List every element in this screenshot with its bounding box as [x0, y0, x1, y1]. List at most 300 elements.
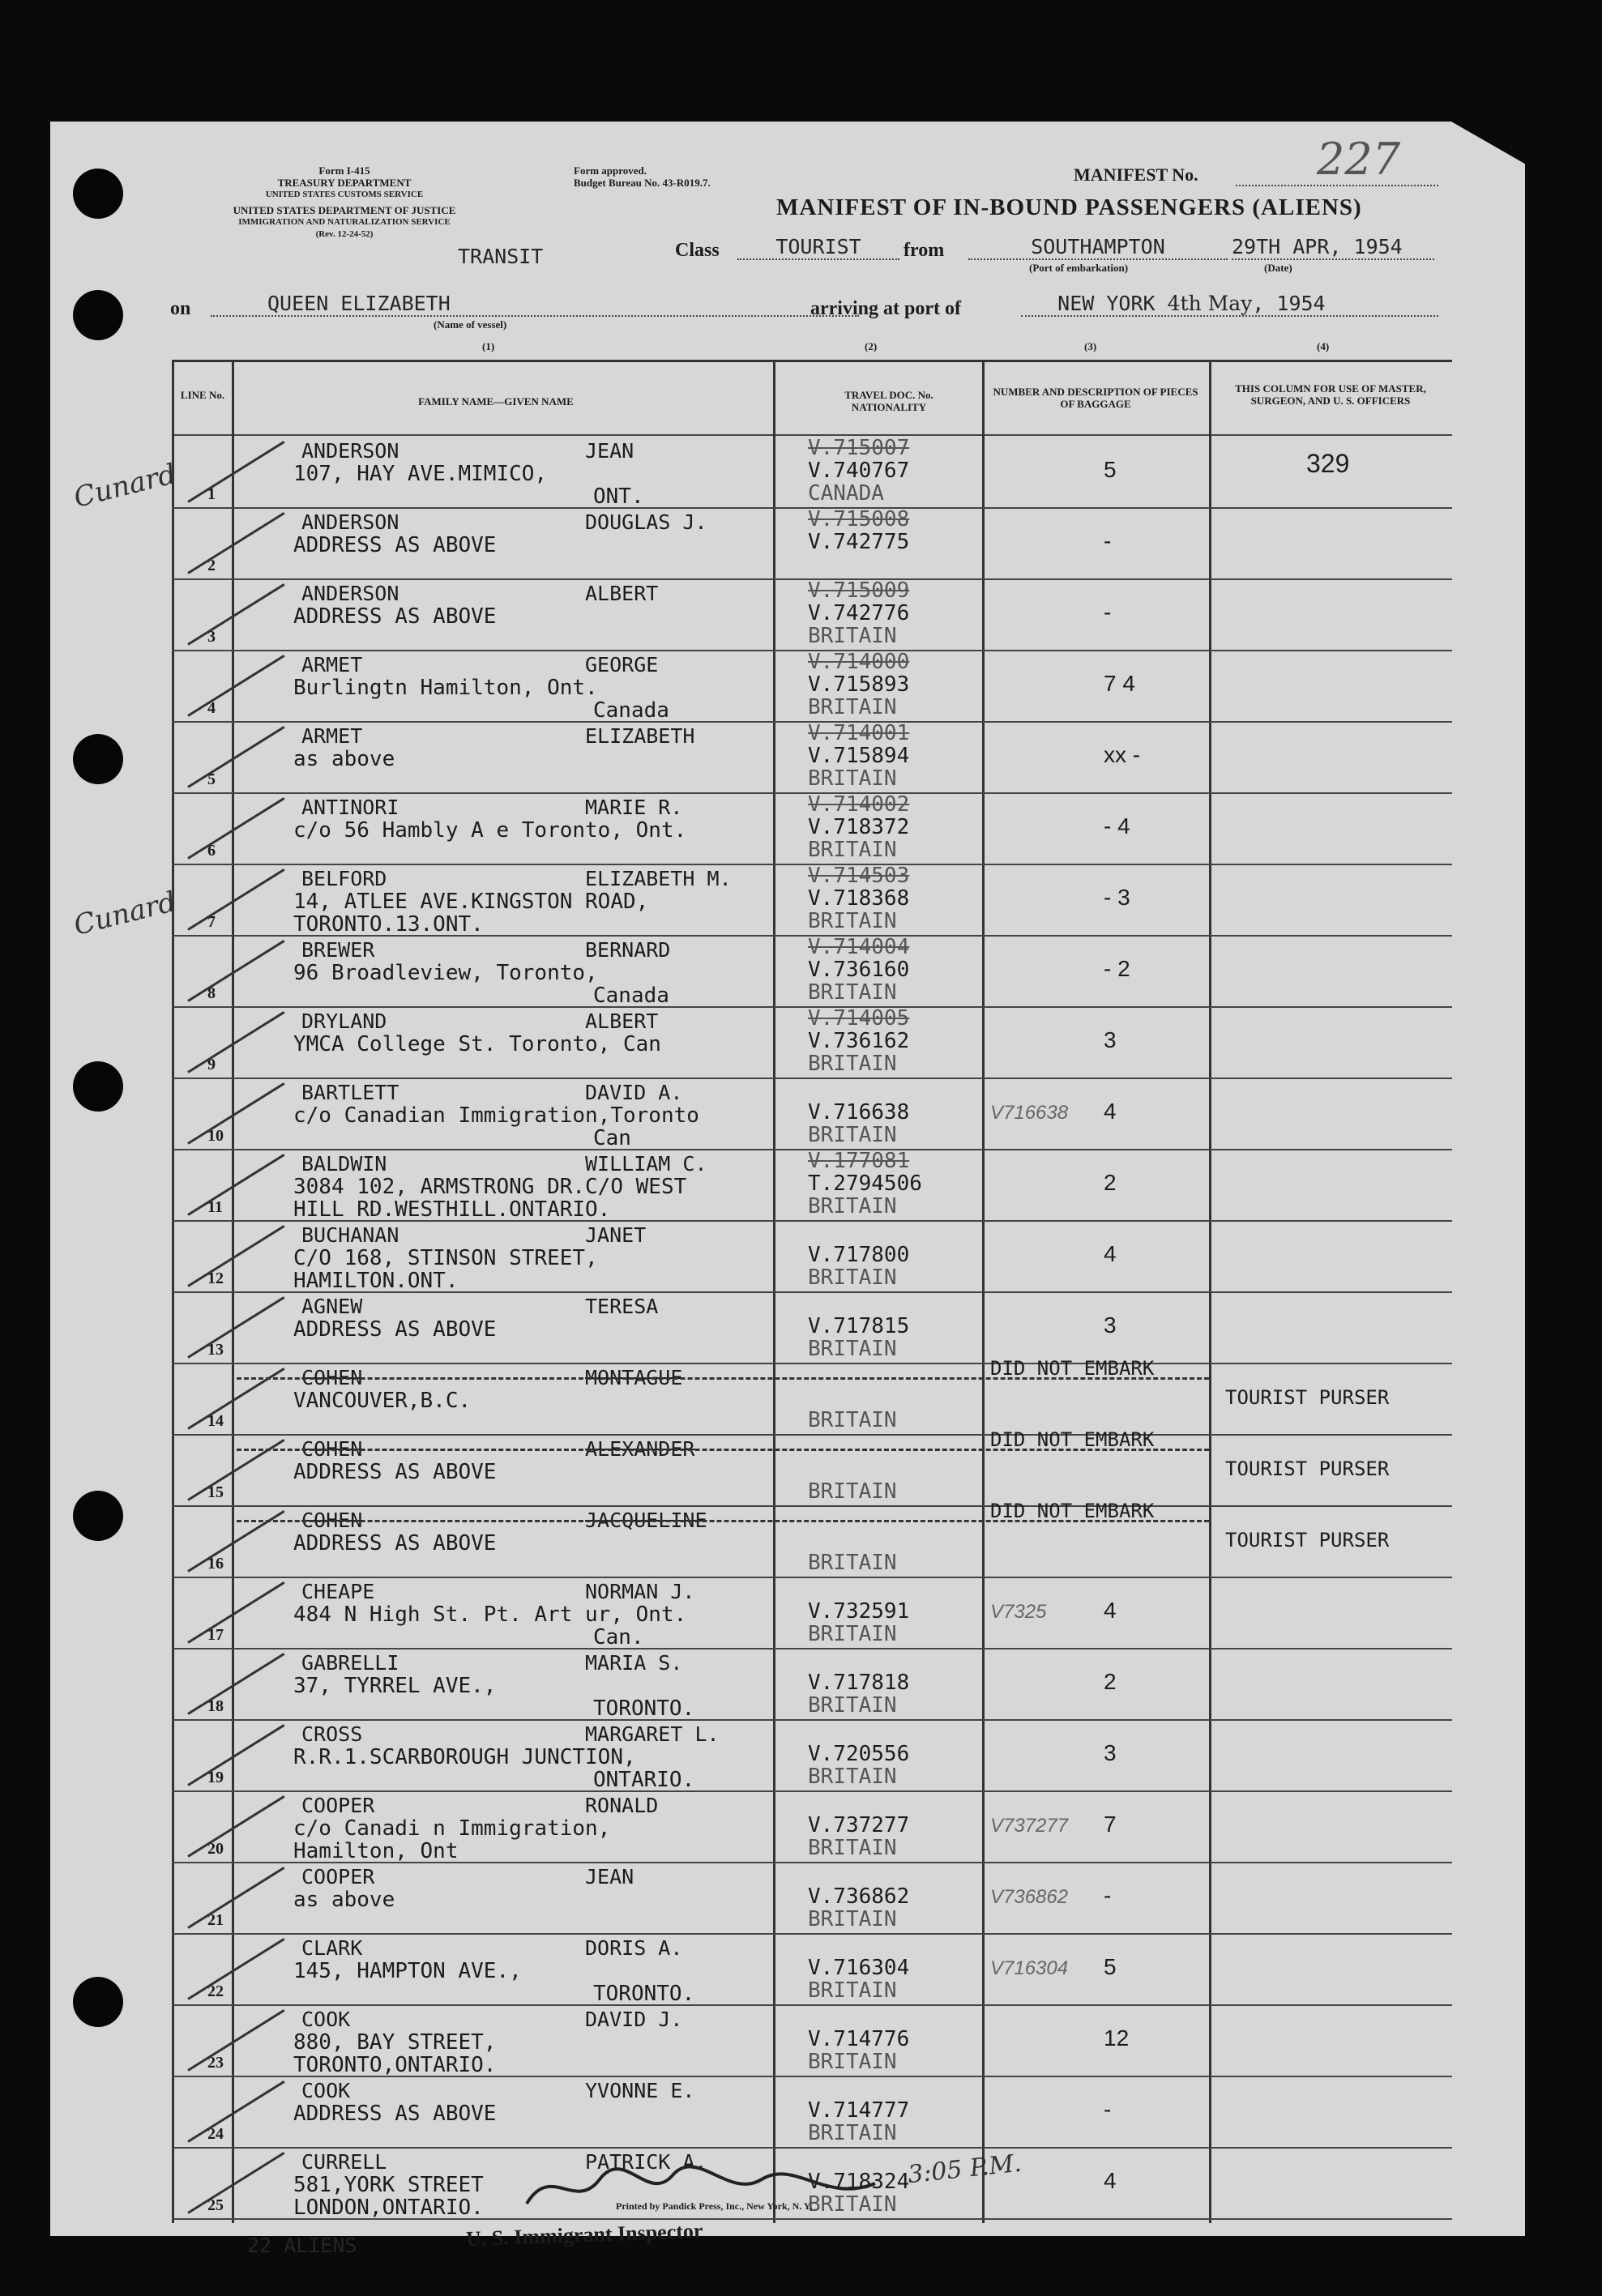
address-line: 145, HAMPTON AVE.,: [293, 1959, 522, 1983]
table-row: [172, 1578, 1452, 1649]
travel-doc-old: V.715007: [808, 436, 910, 460]
table-row: [172, 580, 1452, 651]
col-baggage: NUMBER AND DESCRIPTION OF PIECES OF BAGGAGE: [993, 386, 1198, 410]
inspector-label: U. S. Immigrant Inspector: [465, 2218, 703, 2251]
table-row: [172, 1792, 1452, 1863]
address-line: Canada: [593, 984, 669, 1008]
table-row: [172, 1649, 1452, 1721]
given-name: DORIS A.: [585, 1936, 683, 1960]
travel-doc-number: T.2794506: [808, 1171, 922, 1196]
given-name: JEAN: [585, 1865, 634, 1888]
family-name: BARTLETT: [301, 1081, 399, 1104]
given-name: WILLIAM C.: [585, 1152, 707, 1176]
budget-bureau-no: Budget Bureau No. 43-R019.7.: [574, 177, 711, 189]
line-number: 22: [207, 1982, 224, 2000]
address-line: Can.: [593, 1625, 644, 1649]
given-name: ALEXANDER: [585, 1437, 695, 1461]
address-line: TORONTO.: [593, 1982, 695, 2006]
checkmark: [187, 2080, 284, 2143]
given-name: ELIZABETH M.: [585, 867, 732, 890]
table-row: [172, 1357, 1452, 1436]
baggage-count: -: [1104, 2097, 1112, 2122]
travel-doc-annotation: V716638: [990, 1102, 1069, 1124]
embark-year: 1954: [1353, 235, 1403, 258]
form-header-left: [174, 164, 515, 241]
line-number: 19: [207, 1769, 224, 1786]
line-number: 23: [207, 2054, 224, 2072]
address-line: 880, BAY STREET,: [293, 2030, 497, 2055]
travel-doc-number: V.716638: [808, 1100, 910, 1125]
address-line: ONTARIO.: [593, 1768, 695, 1792]
punch-hole: [73, 290, 123, 340]
family-name: BUCHANAN: [301, 1223, 399, 1247]
nationality: BRITAIN: [808, 695, 897, 719]
travel-doc-number: V.715893: [808, 672, 910, 697]
travel-doc-number: V.736862: [808, 1884, 910, 1909]
nationality: BRITAIN: [808, 1265, 897, 1290]
address-line: ADDRESS AS ABOVE: [293, 604, 497, 629]
checkmark: [187, 1938, 284, 2000]
address-line: Canada: [593, 698, 669, 723]
table-row: [172, 1863, 1452, 1935]
baggage-count: 2: [1104, 1170, 1117, 1195]
baggage-count: 2: [1104, 1669, 1117, 1694]
travel-doc-old: V.715009: [808, 578, 910, 603]
address-line: c/o Canadian Immigration,Toronto: [293, 1103, 699, 1128]
address-line: C/O 168, STINSON STREET,: [293, 1246, 598, 1270]
checkmark: [187, 512, 284, 574]
col-name: FAMILY NAME—GIVEN NAME: [418, 395, 574, 408]
address-line: HAMILTON.ONT.: [293, 1269, 459, 1293]
family-name: ANDERSON: [301, 439, 399, 463]
line-number: 14: [207, 1412, 224, 1430]
checkmark: [187, 1225, 284, 1287]
manifest-title: MANIFEST OF IN-BOUND PASSENGERS (ALIENS): [776, 194, 1362, 220]
baggage-count: - 2: [1104, 956, 1130, 981]
from-label: from: [904, 240, 945, 261]
margin-note-cunard: Cunard: [70, 458, 180, 514]
family-name: ARMET: [301, 724, 363, 748]
baggage-count: 7: [1104, 1812, 1117, 1837]
did-not-embark: DID NOT EMBARK: [990, 1428, 1155, 1451]
given-name: ALBERT: [585, 582, 659, 605]
nationality: BRITAIN: [808, 1194, 897, 1218]
customs-service: UNITED STATES CUSTOMS SERVICE: [265, 190, 424, 199]
transit-label: TRANSIT: [458, 245, 544, 268]
address-line: TORONTO.: [593, 1696, 695, 1721]
family-name: CROSS: [301, 1722, 363, 1746]
nationality: BRITAIN: [808, 1765, 897, 1789]
line-number: 6: [207, 842, 216, 860]
baggage-count: 5: [1104, 457, 1117, 482]
address-line: ADDRESS AS ABOVE: [293, 2102, 497, 2126]
nationality: BRITAIN: [808, 1693, 897, 1718]
address-line: ONT.: [593, 484, 644, 509]
address-line: YMCA College St. Toronto, Can: [293, 1032, 661, 1056]
line-number: 12: [207, 1270, 224, 1287]
nationality: BRITAIN: [808, 1836, 897, 1860]
travel-doc-number: V.718324: [808, 2170, 910, 2194]
manifest-no-label: MANIFEST No.: [1074, 164, 1198, 185]
given-name: RONALD: [585, 1794, 659, 1817]
line-number: 1: [207, 485, 216, 503]
travel-doc-number: V.740767: [808, 459, 910, 483]
family-name: ARMET: [301, 653, 363, 676]
nationality: BRITAIN: [808, 1551, 897, 1575]
line-number: 4: [207, 699, 216, 717]
manifest-no-line: [1236, 185, 1438, 186]
checkmark: [187, 726, 284, 788]
arrival-year: 1954: [1276, 292, 1326, 315]
nationality: BRITAIN: [808, 1622, 897, 1646]
travel-doc-number: V.736162: [808, 1029, 910, 1053]
table-row: [172, 1150, 1452, 1222]
col-officers: THIS COLUMN FOR USE OF MASTER, SURGEON, AND U. S. OFFICERS: [1235, 382, 1426, 407]
page-number: 227: [1317, 134, 1401, 185]
line-number: 25: [207, 2196, 224, 2214]
table-row: [172, 2077, 1452, 2149]
given-name: MARIA S.: [585, 1651, 683, 1675]
travel-doc-old: V.714000: [808, 650, 910, 674]
travel-doc-old: V.177081: [808, 1149, 910, 1173]
address-line: 581,YORK STREET: [293, 2173, 484, 2197]
checkmark: [187, 1082, 284, 1145]
table-row: [172, 1428, 1452, 1507]
travel-doc-number: V.742776: [808, 601, 910, 625]
given-name: DAVID A.: [585, 1081, 683, 1104]
arriving-label: arriving at port of: [810, 298, 961, 319]
table-row: [172, 2006, 1452, 2077]
baggage-count: 4: [1104, 2168, 1117, 2193]
travel-doc-annotation: V7325: [990, 1601, 1047, 1623]
given-name: GEORGE: [585, 653, 659, 676]
family-name: CLARK: [301, 1936, 363, 1960]
checkmark: [187, 583, 284, 646]
form-approved: Form approved.: [574, 164, 647, 177]
family-name: CURRELL: [301, 2150, 387, 2174]
line-number: 16: [207, 1555, 224, 1573]
baggage-count: -: [1104, 600, 1112, 625]
table-row: [172, 651, 1452, 723]
line-number: 15: [207, 1483, 224, 1501]
col-number-1: (1): [482, 340, 495, 352]
address-line: as above: [293, 1888, 395, 1912]
nationality: BRITAIN: [808, 624, 897, 648]
form-number: Form I-415: [318, 164, 370, 177]
family-name: COOK: [301, 2079, 351, 2102]
family-name: CHEAPE: [301, 1580, 375, 1603]
nationality: BRITAIN: [808, 2192, 897, 2217]
nationality: BRITAIN: [808, 2050, 897, 2074]
checkmark: [187, 1154, 284, 1216]
table-row: [172, 865, 1452, 937]
punch-hole: [73, 169, 123, 219]
baggage-count: 12: [1104, 2025, 1130, 2051]
address-line: TORONTO.13.ONT.: [293, 912, 484, 937]
address-line: 107, HAY AVE.MIMICO,: [293, 462, 548, 486]
justice-department: UNITED STATES DEPARTMENT OF JUSTICE: [233, 204, 456, 216]
line-number: 2: [207, 557, 216, 574]
line-number: 20: [207, 1840, 224, 1858]
checkmark: [187, 1011, 284, 1073]
address-line: LONDON,ONTARIO.: [293, 2196, 484, 2220]
arrival-port-date: NEW YORK 4th May, 1954: [1021, 292, 1438, 317]
address-line: Burlingtn Hamilton, Ont.: [293, 676, 598, 700]
arrival-date: 4th May: [1167, 292, 1253, 315]
line-number: 17: [207, 1626, 224, 1644]
checkmark: [187, 1653, 284, 1715]
revision-date: (Rev. 12-24-52): [315, 229, 374, 239]
given-name: MARGARET L.: [585, 1722, 720, 1746]
date-caption: (Date): [1264, 262, 1292, 274]
punch-hole: [73, 1061, 123, 1112]
family-name: COOPER: [301, 1865, 375, 1888]
family-name: ANTINORI: [301, 796, 399, 819]
travel-doc-number: V.714777: [808, 2098, 910, 2123]
baggage-count: 3: [1104, 1740, 1117, 1765]
family-name: COHEN: [301, 1509, 363, 1532]
tourist-purser: TOURIST PURSER: [1225, 1529, 1390, 1551]
margin-note-cunard: Cunard: [70, 886, 180, 942]
address-line: c/o 56 Hambly A e Toronto, Ont.: [293, 818, 687, 843]
checkmark: [187, 797, 284, 860]
tourist-purser: TOURIST PURSER: [1225, 1457, 1390, 1480]
given-name: YVONNE E.: [585, 2079, 695, 2102]
travel-doc-number: V.717818: [808, 1671, 910, 1695]
travel-doc-number: V.737277: [808, 1813, 910, 1837]
family-name: AGNEW: [301, 1295, 363, 1318]
checkmark: [187, 1581, 284, 1644]
travel-doc-number: V.715894: [808, 744, 910, 768]
travel-doc-old: V.715008: [808, 507, 910, 531]
punch-hole: [73, 1491, 123, 1541]
line-number: 11: [207, 1198, 223, 1216]
col-number-4: (4): [1317, 340, 1330, 352]
embark-date-text: 29TH APR: [1232, 235, 1330, 258]
line-number: 10: [207, 1127, 224, 1145]
table-row: [172, 1500, 1452, 1578]
given-name: DOUGLAS J.: [585, 510, 707, 534]
family-name: COHEN: [301, 1437, 363, 1461]
address-line: VANCOUVER,B.C.: [293, 1389, 472, 1413]
baggage-count: - 3: [1104, 885, 1130, 910]
address-line: ADDRESS AS ABOVE: [293, 1317, 497, 1342]
address-line: R.R.1.SCARBOROUGH JUNCTION,: [293, 1745, 636, 1769]
address-line: as above: [293, 747, 395, 771]
line-number: 9: [207, 1056, 216, 1073]
embark-date: 29TH APR, 1954: [1232, 235, 1434, 260]
aliens-count: 22 ALIENS: [247, 2234, 357, 2257]
baggage-count: 4: [1104, 1241, 1117, 1266]
baggage-count: xx -: [1104, 742, 1141, 767]
travel-doc-old: V.714005: [808, 1006, 910, 1031]
given-name: ALBERT: [585, 1009, 659, 1033]
nationality: BRITAIN: [808, 1408, 897, 1432]
table-row: [172, 1935, 1452, 2006]
family-name: COOPER: [301, 1794, 375, 1817]
embark-port: SOUTHAMPTON: [968, 235, 1228, 260]
given-name: MONTAGUE: [585, 1366, 683, 1389]
travel-doc-number: V.717800: [808, 1243, 910, 1267]
address-line: HILL RD.WESTHILL.ONTARIO.: [293, 1197, 611, 1222]
inspector-signature: [519, 2155, 891, 2220]
checkmark: [187, 868, 284, 931]
vessel-name: QUEEN ELIZABETH: [211, 292, 859, 317]
family-name: ANDERSON: [301, 582, 399, 605]
travel-doc-number: V.742775: [808, 530, 910, 554]
travel-doc-annotation: V716304: [990, 1957, 1069, 1979]
baggage-count: -: [1104, 1883, 1112, 1908]
table-row: [172, 1079, 1452, 1150]
did-not-embark: DID NOT EMBARK: [990, 1500, 1155, 1522]
nationality: BRITAIN: [808, 1978, 897, 2003]
travel-doc-number: V.732591: [808, 1599, 910, 1624]
line-number: 5: [207, 770, 216, 788]
travel-doc-number: V.718368: [808, 886, 910, 911]
address-line: Can: [593, 1126, 631, 1150]
baggage-count: - 4: [1104, 813, 1130, 839]
col-travel-doc: TRAVEL DOC. No. NATIONALITY: [844, 389, 933, 413]
given-name: JACQUELINE: [585, 1509, 707, 1532]
baggage-count: 7 4: [1104, 671, 1135, 696]
baggage-count: 4: [1104, 1598, 1117, 1623]
travel-doc-number: V.736160: [808, 958, 910, 982]
line-number: 7: [207, 913, 216, 931]
table-row: [172, 1293, 1452, 1364]
nationality: BRITAIN: [808, 1479, 897, 1504]
class-value: TOURIST: [737, 235, 899, 260]
travel-doc-old: V.714004: [808, 935, 910, 959]
col-line-no: LINE No.: [180, 389, 225, 401]
travel-doc-old: V.714001: [808, 721, 910, 745]
family-name: COOK: [301, 2008, 351, 2031]
family-name: ANDERSON: [301, 510, 399, 534]
col-number-3: (3): [1084, 340, 1097, 352]
nationality: BRITAIN: [808, 980, 897, 1005]
nationality: BRITAIN: [808, 766, 897, 791]
nationality: BRITAIN: [808, 909, 897, 933]
punch-hole: [73, 1977, 123, 2027]
col-number-2: (2): [865, 340, 878, 352]
family-name: BELFORD: [301, 867, 387, 890]
address-line: 14, ATLEE AVE.KINGSTON ROAD,: [293, 890, 649, 914]
line-number: 18: [207, 1697, 224, 1715]
table-row: [172, 1721, 1452, 1792]
table-row: [172, 509, 1452, 580]
travel-doc-number: V.716304: [808, 1956, 910, 1980]
did-not-embark: DID NOT EMBARK: [990, 1357, 1155, 1380]
line-number: 24: [207, 2125, 224, 2143]
given-name: ELIZABETH: [585, 724, 695, 748]
travel-doc-number: V.720556: [808, 1742, 910, 1766]
nationality: BRITAIN: [808, 1123, 897, 1147]
table-row: [172, 1222, 1452, 1293]
family-name: GABRELLI: [301, 1651, 399, 1675]
address-line: 484 N High St. Pt. Art ur, Ont.: [293, 1603, 687, 1627]
family-name: COHEN: [301, 1366, 363, 1389]
baggage-count: 4: [1104, 1099, 1117, 1124]
printer-credit: Printed by Pandick Press, Inc., New York, N. Y.: [616, 2200, 813, 2212]
table-row: [172, 1008, 1452, 1079]
travel-doc-annotation: V737277: [990, 1815, 1069, 1837]
travel-doc-number: V.714776: [808, 2027, 910, 2051]
given-name: BERNARD: [585, 938, 671, 962]
nationality: BRITAIN: [808, 1052, 897, 1076]
family-name: BREWER: [301, 938, 375, 962]
line-number: 8: [207, 984, 216, 1002]
line-number: 21: [207, 1911, 224, 1929]
given-name: NORMAN J.: [585, 1580, 695, 1603]
table-row: [172, 723, 1452, 794]
table-row: [172, 437, 1452, 509]
address-line: 37, TYRREL AVE.,: [293, 1674, 497, 1698]
embark-port-caption: (Port of embarkation): [1029, 262, 1129, 274]
given-name: TERESA: [585, 1295, 659, 1318]
ins-service: IMMIGRATION AND NATURALIZATION SERVICE: [238, 217, 451, 227]
travel-doc-annotation: V736862: [990, 1886, 1069, 1908]
address-line: ADDRESS AS ABOVE: [293, 533, 497, 557]
checkmark: [187, 1795, 284, 1858]
nationality: BRITAIN: [808, 1907, 897, 1931]
address-line: Hamilton, Ont: [293, 1839, 459, 1863]
baggage-count: 3: [1104, 1312, 1117, 1338]
address-line: ADDRESS AS ABOVE: [293, 1460, 497, 1484]
checkmark: [187, 940, 284, 1002]
inspection-time: 3:05 P.M.: [906, 2149, 1023, 2190]
form-approval: [574, 164, 711, 189]
tourist-purser: TOURIST PURSER: [1225, 1386, 1390, 1409]
class-label: Class: [675, 240, 720, 261]
checkmark: [187, 2152, 284, 2214]
family-name: BALDWIN: [301, 1152, 387, 1176]
given-name: JEAN: [585, 439, 634, 463]
given-name: MARIE R.: [585, 796, 683, 819]
given-name: DAVID J.: [585, 2008, 683, 2031]
address-line: 96 Broadleview, Toronto,: [293, 961, 598, 985]
checkmark: [187, 441, 284, 503]
baggage-count: -: [1104, 528, 1112, 553]
checkmark: [187, 1296, 284, 1359]
given-name: JANET: [585, 1223, 647, 1247]
on-label: on: [170, 298, 191, 319]
address-line: 3084 102, ARMSTRONG DR.C/O WEST: [293, 1175, 687, 1199]
nationality: BRITAIN: [808, 2121, 897, 2145]
checkmark: [187, 655, 284, 717]
travel-doc-old: V.714503: [808, 864, 910, 888]
nationality: CANADA: [808, 481, 884, 506]
table-row: [172, 794, 1452, 865]
punch-hole: [73, 734, 123, 784]
travel-doc-number: V.717815: [808, 1314, 910, 1338]
travel-doc-old: V.714002: [808, 792, 910, 817]
travel-doc-number: V.718372: [808, 815, 910, 839]
baggage-count: 5: [1104, 1954, 1117, 1979]
vessel-caption: (Name of vessel): [434, 318, 507, 331]
address-line: TORONTO,ONTARIO.: [293, 2053, 497, 2077]
passenger-table: [172, 360, 1452, 2223]
baggage-count: 3: [1104, 1027, 1117, 1052]
line-number: 13: [207, 1341, 224, 1359]
address-line: c/o Canadi n Immigration,: [293, 1816, 611, 1841]
checkmark: [187, 2009, 284, 2072]
nationality: BRITAIN: [808, 1337, 897, 1361]
line-number: 3: [207, 628, 216, 646]
checkmark: [187, 1867, 284, 1929]
nationality: BRITAIN: [808, 838, 897, 862]
given-name: PATRICK A.: [585, 2150, 707, 2174]
treasury-department: TREASURY DEPARTMENT: [277, 177, 412, 189]
officer-mark: 329: [1306, 449, 1350, 478]
